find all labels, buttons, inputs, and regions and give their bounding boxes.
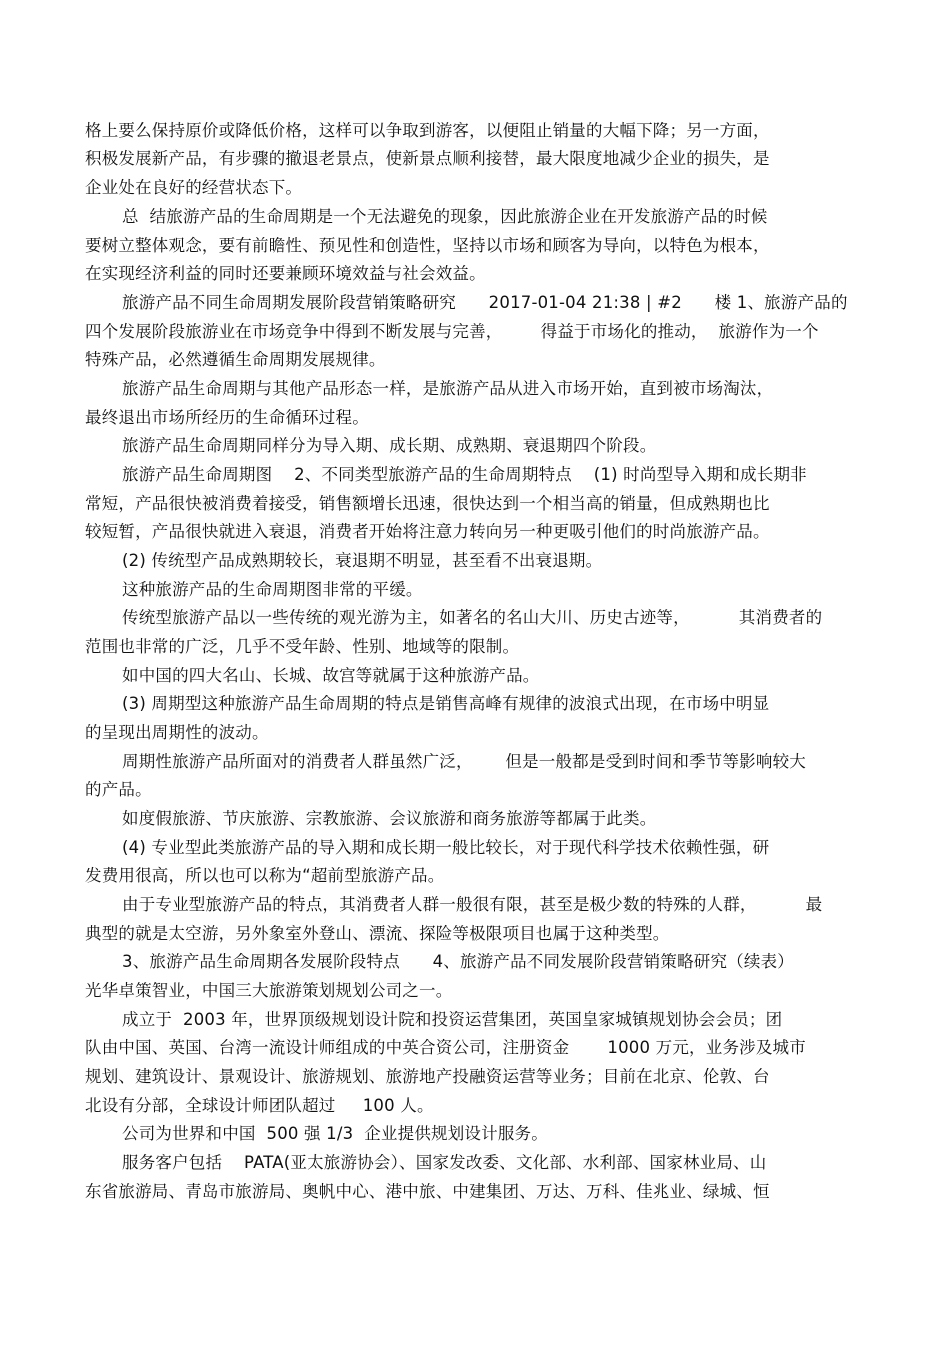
text-line: 范围也非常的广泛，几乎不受年龄、性别、地域等的限制。	[85, 637, 520, 656]
text-line: 的产品。	[85, 780, 152, 799]
text-line: 要树立整体观念，要有前瞻性、预见性和创造性，坚持以市场和顾客为导向，以特色为根本，	[85, 236, 770, 255]
text-line: 典型的就是太空游，另外象室外登山、漂流、探险等极限项目也属于这种类型。	[85, 924, 670, 943]
text-line: (4) 专业型此类旅游产品的导入期和成长期一般比较长，对于现代科学技术依赖性强，研	[122, 838, 770, 857]
text-line: 在实现经济利益的同时还要兼顾环境效益与社会效益。	[85, 264, 486, 283]
text-line: 旅游产品生命周期图 2、不同类型旅游产品的生命周期特点 (1) 时尚型导入期和成长期非	[122, 465, 807, 484]
text-line: 的呈现出周期性的波动。	[85, 723, 269, 742]
text-line: 旅游产品不同生命周期发展阶段营销策略研究 2017-01-04 21:38 | #2 楼 1、旅游产品的	[122, 293, 848, 312]
text-line: 积极发展新产品，有步骤的撤退老景点，使新景点顺利接替，最大限度地减少企业的损失，是	[85, 149, 770, 168]
text-line: 公司为世界和中国 500 强 1/3 企业提供规划设计服务。	[122, 1124, 548, 1143]
text-line: 最终退出市场所经历的生命循环过程。	[85, 408, 369, 427]
text-line: 如度假旅游、节庆旅游、宗教旅游、会议旅游和商务旅游等都属于此类。	[122, 809, 657, 828]
text-line: 周期性旅游产品所面对的消费者人群虽然广泛， 但是一般都是受到时间和季节等影响较大	[122, 752, 806, 771]
text-line: 队由中国、英国、台湾一流设计师组成的中英合资公司，注册资金 1000 万元，业务涉及城市	[85, 1038, 806, 1057]
text-line: 旅游产品生命周期同样分为导入期、成长期、成熟期、衰退期四个阶段。	[122, 436, 657, 455]
text-line: 成立于 2003 年，世界顶级规划设计院和投资运营集团，英国皇家城镇规划协会会员；团	[122, 1010, 783, 1029]
text-line: 旅游产品生命周期与其他产品形态一样，是旅游产品从进入市场开始，直到被市场淘汰，	[122, 379, 774, 398]
text-line: 规划、建筑设计、景观设计、旅游规划、旅游地产投融资运营等业务；目前在北京、伦敦、台	[85, 1067, 770, 1086]
text-line: 北设有分部，全球设计师团队超过 100 人。	[85, 1096, 434, 1115]
text-line: 企业处在良好的经营状态下。	[85, 178, 303, 197]
text-line: 光华卓策智业，中国三大旅游策划规划公司之一。	[85, 981, 453, 1000]
text-line: 常短，产品很快被消费着接受，销售额增长迅速，很快达到一个相当高的销量，但成熟期也比	[85, 494, 770, 513]
text-line: 东省旅游局、青岛市旅游局、奥帆中心、港中旅、中建集团、万达、万科、佳兆业、绿城、恒	[85, 1182, 770, 1201]
text-line: 发费用很高，所以也可以称为“超前型旅游产品。	[85, 866, 445, 885]
text-line: 如中国的四大名山、长城、故宫等就属于这种旅游产品。	[122, 666, 540, 685]
text-line: 四个发展阶段旅游业在市场竞争中得到不断发展与完善， 得益于市场化的推动， 旅游作为一个	[85, 322, 819, 341]
text-line: 特殊产品，必然遵循生命周期发展规律。	[85, 350, 386, 369]
text-line: 服务客户包括 PATA(亚太旅游协会）、国家发改委、文化部、水利部、国家林业局、山	[122, 1153, 767, 1172]
text-line: 传统型旅游产品以一些传统的观光游为主，如著名的名山大川、历史古迹等， 其消费者的	[122, 608, 823, 627]
text-line: 格上要么保持原价或降低价格，这样可以争取到游客，以便阻止销量的大幅下降；另一方面，	[85, 121, 770, 140]
text-line: 总 结旅游产品的生命周期是一个无法避免的现象，因此旅游企业在开发旅游产品的时候	[122, 207, 768, 226]
text-line: (3) 周期型这种旅游产品生命周期的特点是销售高峰有规律的波浪式出现，在市场中明显	[122, 694, 770, 713]
text-line: (2) 传统型产品成熟期较长，衰退期不明显，甚至看不出衰退期。	[122, 551, 603, 570]
text-line: 这种旅游产品的生命周期图非常的平缓。	[122, 580, 423, 599]
text-line: 由于专业型旅游产品的特点，其消费者人群一般很有限，甚至是极少数的特殊的人群， 最	[122, 895, 823, 914]
text-line: 较短暂，产品很快就进入衰退，消费者开始将注意力转向另一种更吸引他们的时尚旅游产品。	[85, 522, 770, 541]
text-line: 3、旅游产品生命周期各发展阶段特点 4、旅游产品不同发展阶段营销策略研究（续表）	[122, 952, 794, 971]
